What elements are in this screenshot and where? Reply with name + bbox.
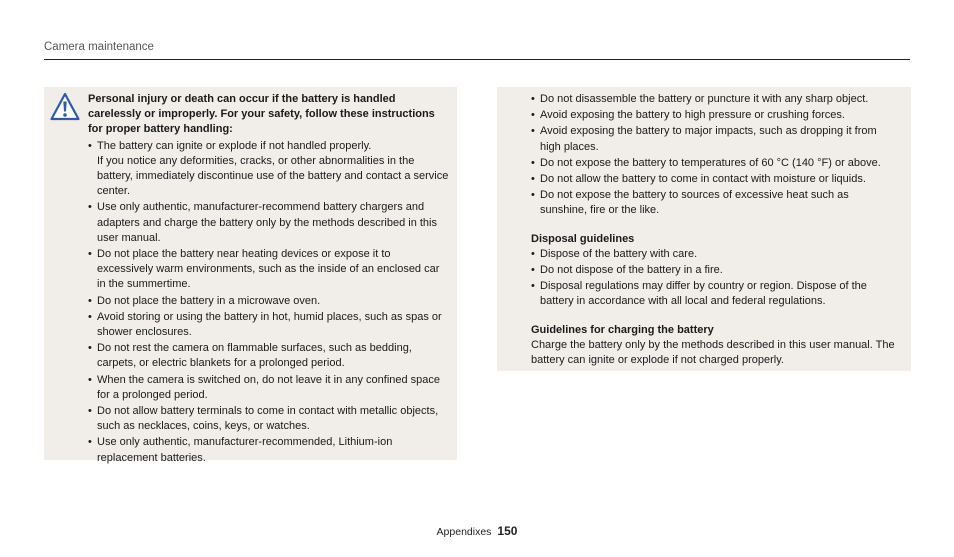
list-item-text: Avoid storing or using the battery in hot, humid places, such as spas or shower enclosures. [97,310,442,339]
list-item [88,435,449,465]
list-item [88,200,449,246]
list-item-text: The battery can ignite or explode if not handled properly. [97,139,372,152]
footer-label: Appendixes [436,526,492,538]
warning-triangle-icon [50,92,80,122]
section-header: Camera maintenance [44,41,154,53]
list-item [531,247,897,262]
list-item [88,247,449,293]
list-item [531,279,897,309]
page-number: 150 [497,524,518,538]
list-item-text: Avoid exposing the battery to high pressure or crushing forces. [540,109,845,122]
list-item-text: Avoid exposing the battery to major impacts, such as dropping it from high places. [540,125,877,153]
list-item-text: Do not place the battery near heating devices or expose it to excessively warm environments, such as the inside of an enclosed car in the summertime. [97,248,440,291]
disposal-list [531,247,897,310]
list-item [531,124,897,154]
list-item [531,263,897,278]
list-item-text: Do not rest the camera on flammable surfaces, such as bedding, carpets, or electric blankets for a prolonged period. [97,342,412,370]
list-item-text: Do not place the battery in a microwave oven. [97,294,321,307]
list-item-text: Do not disassemble the battery or puncture it with any sharp object. [540,93,869,105]
list-item [88,373,449,403]
disposal-title: Disposal guidelines [531,232,635,245]
list-item-text: Do not allow the battery to come in contact with moisture or liquids. [540,173,866,186]
list-item [531,108,897,123]
battery-guidelines-panel [497,87,911,371]
warning-panel [44,87,457,464]
warning-list [88,139,449,466]
list-item [531,156,897,171]
battery-precautions-list [531,92,897,219]
list-item [88,404,449,434]
list-item [88,341,449,371]
list-item [88,139,449,200]
list-item [88,310,449,340]
list-item [88,294,449,309]
list-item-text: Use only authentic, manufacturer-recommend battery chargers and adapters and charge the battery only by the methods described in this user manual. [97,201,437,244]
list-item-text: Use only authentic, manufacturer-recommended, Lithium-ion replacement batteries. [97,436,393,464]
list-item-text: When the camera is switched on, do not leave it in any confined space for a prolonged period. [97,373,441,401]
charging-title: Guidelines for charging the battery [531,323,714,336]
list-item-text: Do not dispose of the battery in a fire. [540,264,723,277]
list-item-subtext: If you notice any deformities, cracks, or other abnormalities in the battery, immediately discontinue use of the battery and contact a service center. [97,154,449,198]
list-item-text: Do not allow battery terminals to come in contact with metallic objects, such as necklaces, coins, keys, or watches. [97,405,439,433]
list-item-text: Dispose of the battery with care. [540,247,698,260]
warning-lead: Personal injury or death can occur if the battery is handled carelessly or improperly. For your safety, follow these instructions for proper battery handling: [88,93,435,136]
list-item-text: Disposal regulations may differ by country or region. Dispose of the battery in accordance with all local and federal regulations. [540,280,867,308]
list-item-text: Do not expose the battery to temperatures of 60 °C (140 °F) or above. [540,156,881,169]
list-item [531,92,897,107]
list-item-text: Do not expose the battery to sources of excessive heat such as sunshine, fire or the like. [540,189,849,217]
charging-text: Charge the battery only by the methods described in this user manual. The battery can ignite or explode if not charged properly. [531,338,895,367]
header-rule [44,59,910,60]
list-item [531,188,897,218]
list-item [531,172,897,187]
page-footer [0,524,954,538]
